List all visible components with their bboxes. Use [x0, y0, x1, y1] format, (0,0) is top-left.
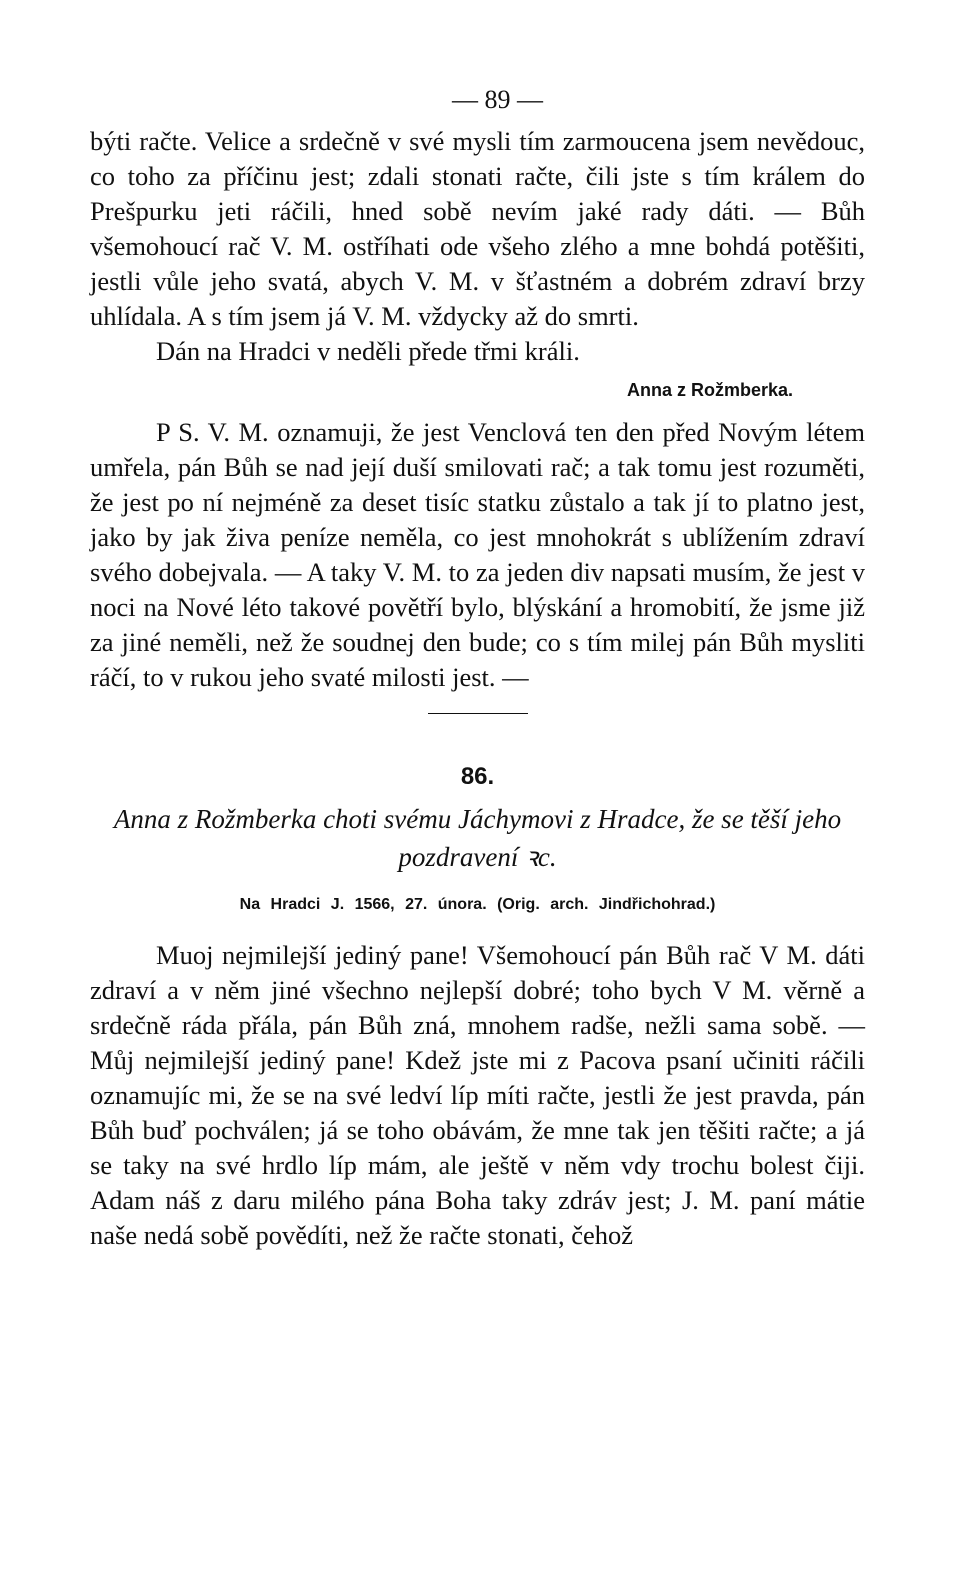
page-number: — 89 — [452, 85, 543, 114]
letter-86-body: Muoj nejmilejší jediný pane! Všemohoucí pán Bůh rač V M. dáti zdraví a v něm jiné všechno nejlepší dobré; toho bych V M. věrně a srdečně ráda přála, pán Bůh zná, mnohem radše, nežli sama sobě. — Můj nejmilejší jediný pane! Kdež jste mi z Pacova psaní učiniti ráčili oznamujíc mi, že se na své ledví líp míti račte, jestli že jest pravda, pán Bůh buď pochválen; já se toho obávám, že mne tak jen těšiti račte; a já se taky na své hrdlo líp mám, ale ještě v něm vdy trochu bolest čiji. Adam náš z daru milého pána Boha taky zdráv jest; J. M. paní mátie naše nedá sobě povědíti, než že račte stonati, čehož [90, 940, 865, 1250]
letter-85-signature: Anna z Rožmberka. [626, 380, 793, 400]
letter-86-dateline: Na Hradci J. 1566, 27. února. (Orig. arch. Jindřichohrad.) [239, 896, 716, 913]
letter-86-title: Anna z Rožmberka choti svému Jáchymovi z Hradce, že se těší jeho pozdravení ꝛc. [113, 804, 842, 872]
letter-85-dated: Dán na Hradci v neděli přede třmi králi. [156, 336, 580, 366]
letter-85-body: býti račte. Velice a srdečně v své mysli tím zarmoucena jsem nevědouc, co toho za příčinu jest; zdali stonati račte, čili jste s tím králem do Prešpurku jeti ráčili, hned sobě nevím jaké rady dáti. — Bůh všemohoucí rač V. M. ostříhati ode všeho zlého a mne bohdá potěšiti, jestli vůle jeho svatá, abych V. M. v šťastném a dobrém zdraví brzy uhlídala. A s tím jsem já V. M. vždycky až do smrti. [90, 126, 865, 331]
letter-85-postscript: P S. V. M. oznamuji, že jest Venclová ten den před Novým létem umřela, pán Bůh se nad její duší smilovati rač; a tak tomu jest rozuměti, že jest po ní nejméně za deset tisíc statku zůstalo a tak jí to platno jest, jako by jak živa peníze neměla, co jest mnohokrát s ublížením zdraví svého dobejvala. — A taky V. M. to za jeden div napsati musím, že jest v noci na Nové léto takové povětří bylo, blýskání a hromobití, že jsme již za jiné neměli, než že soudnej den bude; co s tím milej pán Bůh mysliti ráčí, to v rukou jeho svaté milosti jest. — [90, 417, 865, 692]
letter-86-number: 86. [460, 763, 495, 790]
document-page [90, 80, 865, 1253]
section-divider [428, 713, 528, 714]
